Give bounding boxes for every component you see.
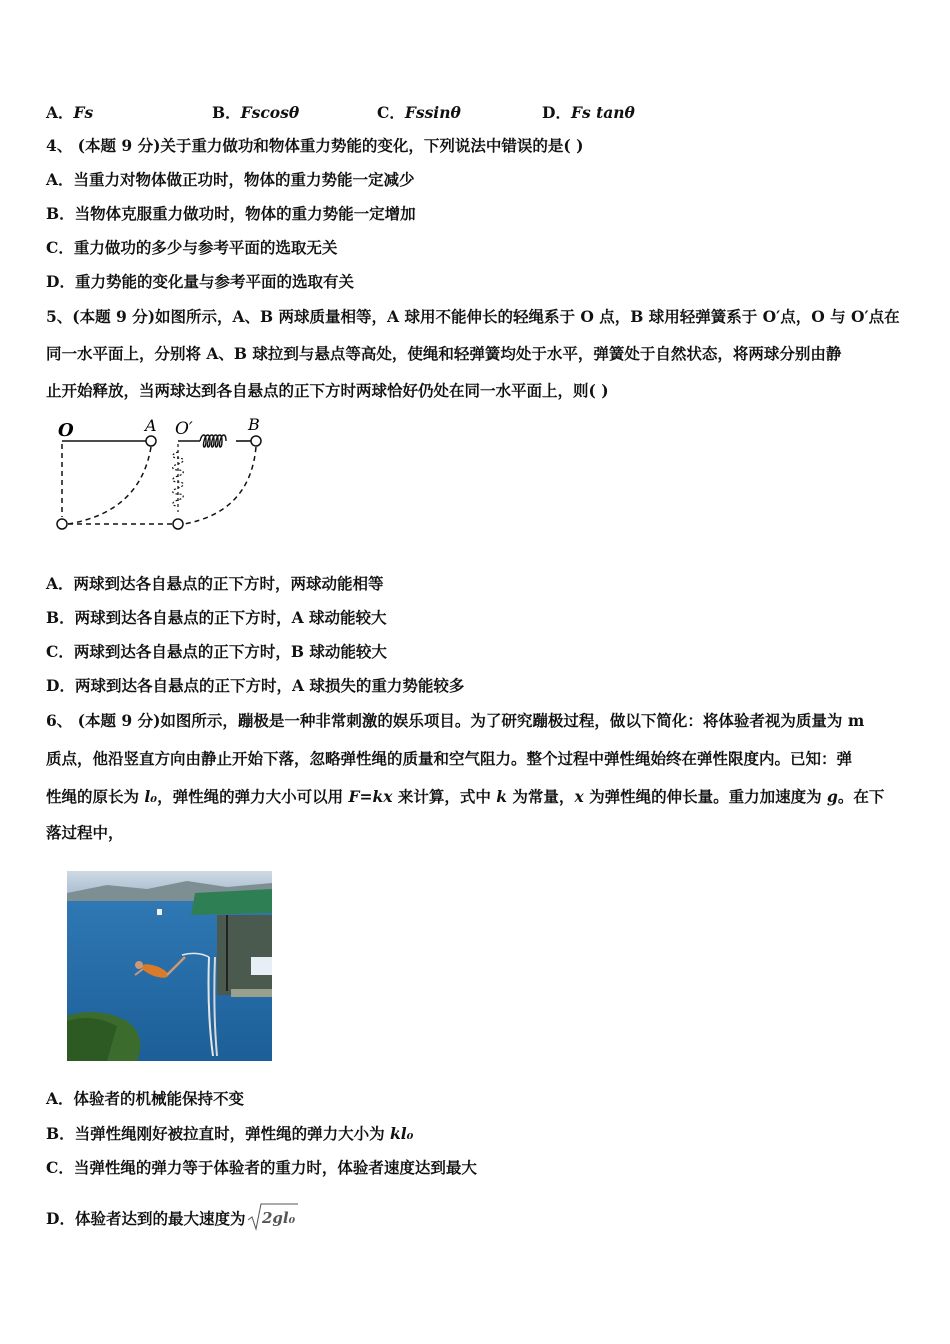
label-o: O (58, 420, 74, 441)
q6-stem-line-3: 性绳的原长为 l₀，弹性绳的弹力大小可以用 F=kx 来计算，式中 k 为常量，x 为弹性绳的伸长量。重力加速度为 g。在下 (46, 787, 885, 806)
q3-option-b: B．Fscosθ (212, 103, 300, 122)
q5-stem-line-1: 5、(本题 9 分)如图所示，A、B 两球质量相等，A 球用不能伸长的轻绳系于 O 点，B 球用轻弹簧系于 O′点，O 与 O′点在 (46, 307, 900, 326)
q6-stem-line-4: 落过程中， (46, 823, 124, 842)
q6-stem-line-1: 6、 (本题 9 分)如图所示，蹦极是一种非常刺激的娱乐项目。为了研究蹦极过程，做以下简化：将体验者视为质量为 m (46, 711, 865, 730)
q4-option-d: D．重力势能的变化量与参考平面的选取有关 (46, 272, 354, 291)
q5-option-a: A．两球到达各自悬点的正下方时，两球动能相等 (46, 574, 384, 593)
q6-option-b: B．当弹性绳刚好被拉直时，弹性绳的弹力大小为 kl₀ (46, 1124, 414, 1143)
q5-option-d: D．两球到达各自悬点的正下方时，A 球损失的重力势能较多 (46, 676, 465, 695)
q4-stem: 4、 (本题 9 分)关于重力做功和物体重力势能的变化，下列说法中错误的是( ) (46, 136, 584, 155)
q4-option-a: A．当重力对物体做正功时，物体的重力势能一定减少 (46, 170, 415, 189)
q5-option-b: B．两球到达各自悬点的正下方时，A 球动能较大 (46, 608, 387, 627)
q3-option-a: A．Fs (46, 103, 94, 122)
q5-stem-line-3: 止开始释放，当两球达到各自悬点的正下方时两球恰好仍处在同一水平面上，则( ) (46, 381, 609, 400)
sqrt-expression (247, 1202, 299, 1238)
pendulum-spring-figure (50, 412, 280, 542)
label-b: B (248, 415, 260, 434)
q6-option-a: A．体验者的机械能保持不变 (46, 1089, 245, 1108)
label-a: A (145, 416, 157, 435)
q5-stem-line-2: 同一水平面上，分别将 A、B 球拉到与悬点等高处，使绳和轻弹簧均处于水平，弹簧处于自然状态，将两球分别由静 (46, 344, 842, 363)
bungee-photo (67, 871, 272, 1061)
q6-stem-line-2: 质点，他沿竖直方向由静止开始下落，忽略弹性绳的质量和空气阻力。整个过程中弹性绳始终在弹性限度内。已知：弹 (46, 749, 853, 768)
label-o-prime: O′ (175, 419, 193, 439)
q6-option-d: D．体验者达到的最大速度为 2gl₀ (46, 1202, 299, 1238)
q3-option-c: C．Fssinθ (377, 103, 461, 122)
q3-option-d: D．Fs tanθ (542, 103, 635, 122)
q5-option-c: C．两球到达各自悬点的正下方时，B 球动能较大 (46, 642, 387, 661)
q4-option-b: B．当物体克服重力做功时，物体的重力势能一定增加 (46, 204, 416, 223)
sqrt-radicand: 2gl₀ (262, 1209, 296, 1227)
q4-option-c: C．重力做功的多少与参考平面的选取无关 (46, 238, 338, 257)
q6-option-c: C．当弹性绳的弹力等于体验者的重力时，体验者速度达到最大 (46, 1158, 477, 1177)
